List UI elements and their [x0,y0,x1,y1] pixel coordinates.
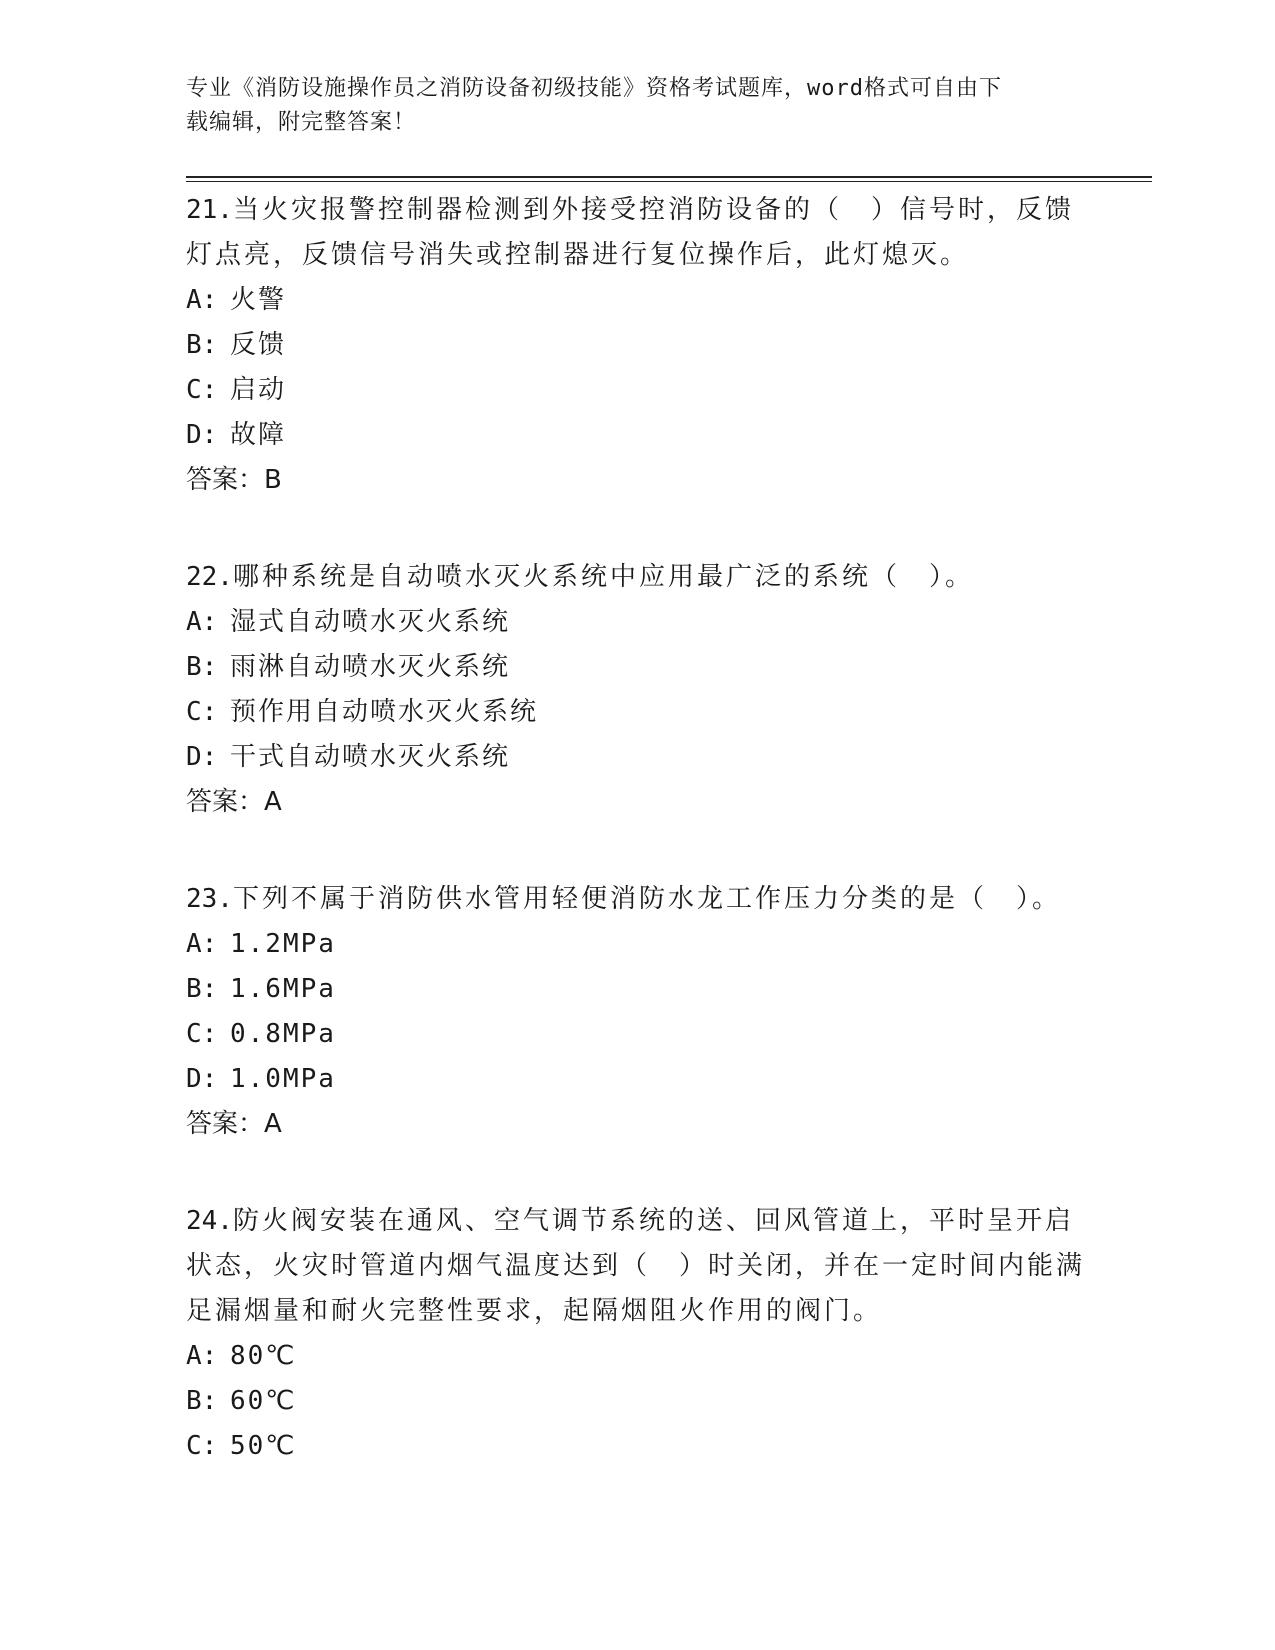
question-list [186,188,1086,1521]
option-d [186,1057,1086,1102]
option-a [186,1334,1086,1379]
question-stem [186,1199,1086,1334]
option-key: A: [186,285,218,315]
option-text: 预作用自动喷水灭火系统 [230,697,539,727]
option-b [186,645,1086,690]
question-stem [186,877,1086,922]
option-a [186,922,1086,967]
question-text: 防火阀安装在通风、空气调节系统的送、回风管道上，平时呈开启状态，火灾时管道内烟气温度达到（ ）时关闭，并在一定时间内能满足漏烟量和耐火完整性要求，起隔烟阻火作用的阀门。 [186,1206,1086,1326]
option-d [186,735,1086,780]
option-key: A: [186,929,218,959]
option-text: 故障 [230,420,287,450]
option-key: B: [186,974,218,1004]
option-text: 60℃ [230,1386,297,1416]
question-number: 21. [186,195,233,225]
option-key: B: [186,1386,218,1416]
option-text: 火警 [230,285,287,315]
question-number: 22. [186,562,233,592]
option-c [186,690,1086,735]
question-24 [186,1199,1086,1469]
option-b [186,323,1086,368]
option-key: B: [186,652,218,682]
question-stem [186,188,1086,278]
option-key: D: [186,742,218,772]
option-text: 湿式自动喷水灭火系统 [230,607,511,637]
option-text: 80℃ [230,1341,297,1371]
question-22 [186,555,1086,825]
question-text: 当火灾报警控制器检测到外接受控消防设备的（ ）信号时，反馈灯点亮，反馈信号消失或控制器进行复位操作后，此灯熄灭。 [186,195,1074,270]
option-key: D: [186,420,218,450]
option-key: A: [186,1341,218,1371]
option-key: C: [186,1019,218,1049]
option-key: C: [186,697,218,727]
option-key: A: [186,607,218,637]
option-text: 干式自动喷水灭火系统 [230,742,511,772]
option-key: D: [186,1064,218,1094]
question-number: 23. [186,884,233,914]
option-b [186,967,1086,1012]
option-key: B: [186,330,218,360]
answer-line: 答案：B [186,465,282,495]
question-number: 24. [186,1206,233,1236]
option-text: 启动 [230,375,287,405]
header-line-2: 载编辑，附完整答案！ [186,110,417,135]
option-text: 雨淋自动喷水灭火系统 [230,652,511,682]
question-21 [186,188,1086,503]
answer-line: 答案：A [186,1109,282,1139]
document-header [186,72,1066,140]
header-divider-thick [186,176,1152,178]
option-text: 反馈 [230,330,287,360]
option-text: 0.8MPa [230,1019,336,1049]
option-c [186,1012,1086,1057]
option-text: 1.0MPa [230,1064,336,1094]
question-text: 哪种系统是自动喷水灭火系统中应用最广泛的系统（ ）。 [232,562,974,592]
answer-line: 答案：A [186,787,282,817]
question-23 [186,877,1086,1147]
option-a [186,278,1086,323]
option-c [186,368,1086,413]
option-key: C: [186,1431,218,1461]
option-b [186,1379,1086,1424]
question-text: 下列不属于消防供水管用轻便消防水龙工作压力分类的是（ ）。 [232,884,1061,914]
question-stem [186,555,1086,600]
option-text: 1.6MPa [230,974,336,1004]
option-a [186,600,1086,645]
header-line-1: 专业《消防设施操作员之消防设备初级技能》资格考试题库，word格式可自由下 [186,76,1002,101]
option-key: C: [186,375,218,405]
header-divider-thin [186,181,1152,182]
option-c [186,1424,1086,1469]
option-text: 50℃ [230,1431,297,1461]
option-text: 1.2MPa [230,929,336,959]
option-d [186,413,1086,458]
